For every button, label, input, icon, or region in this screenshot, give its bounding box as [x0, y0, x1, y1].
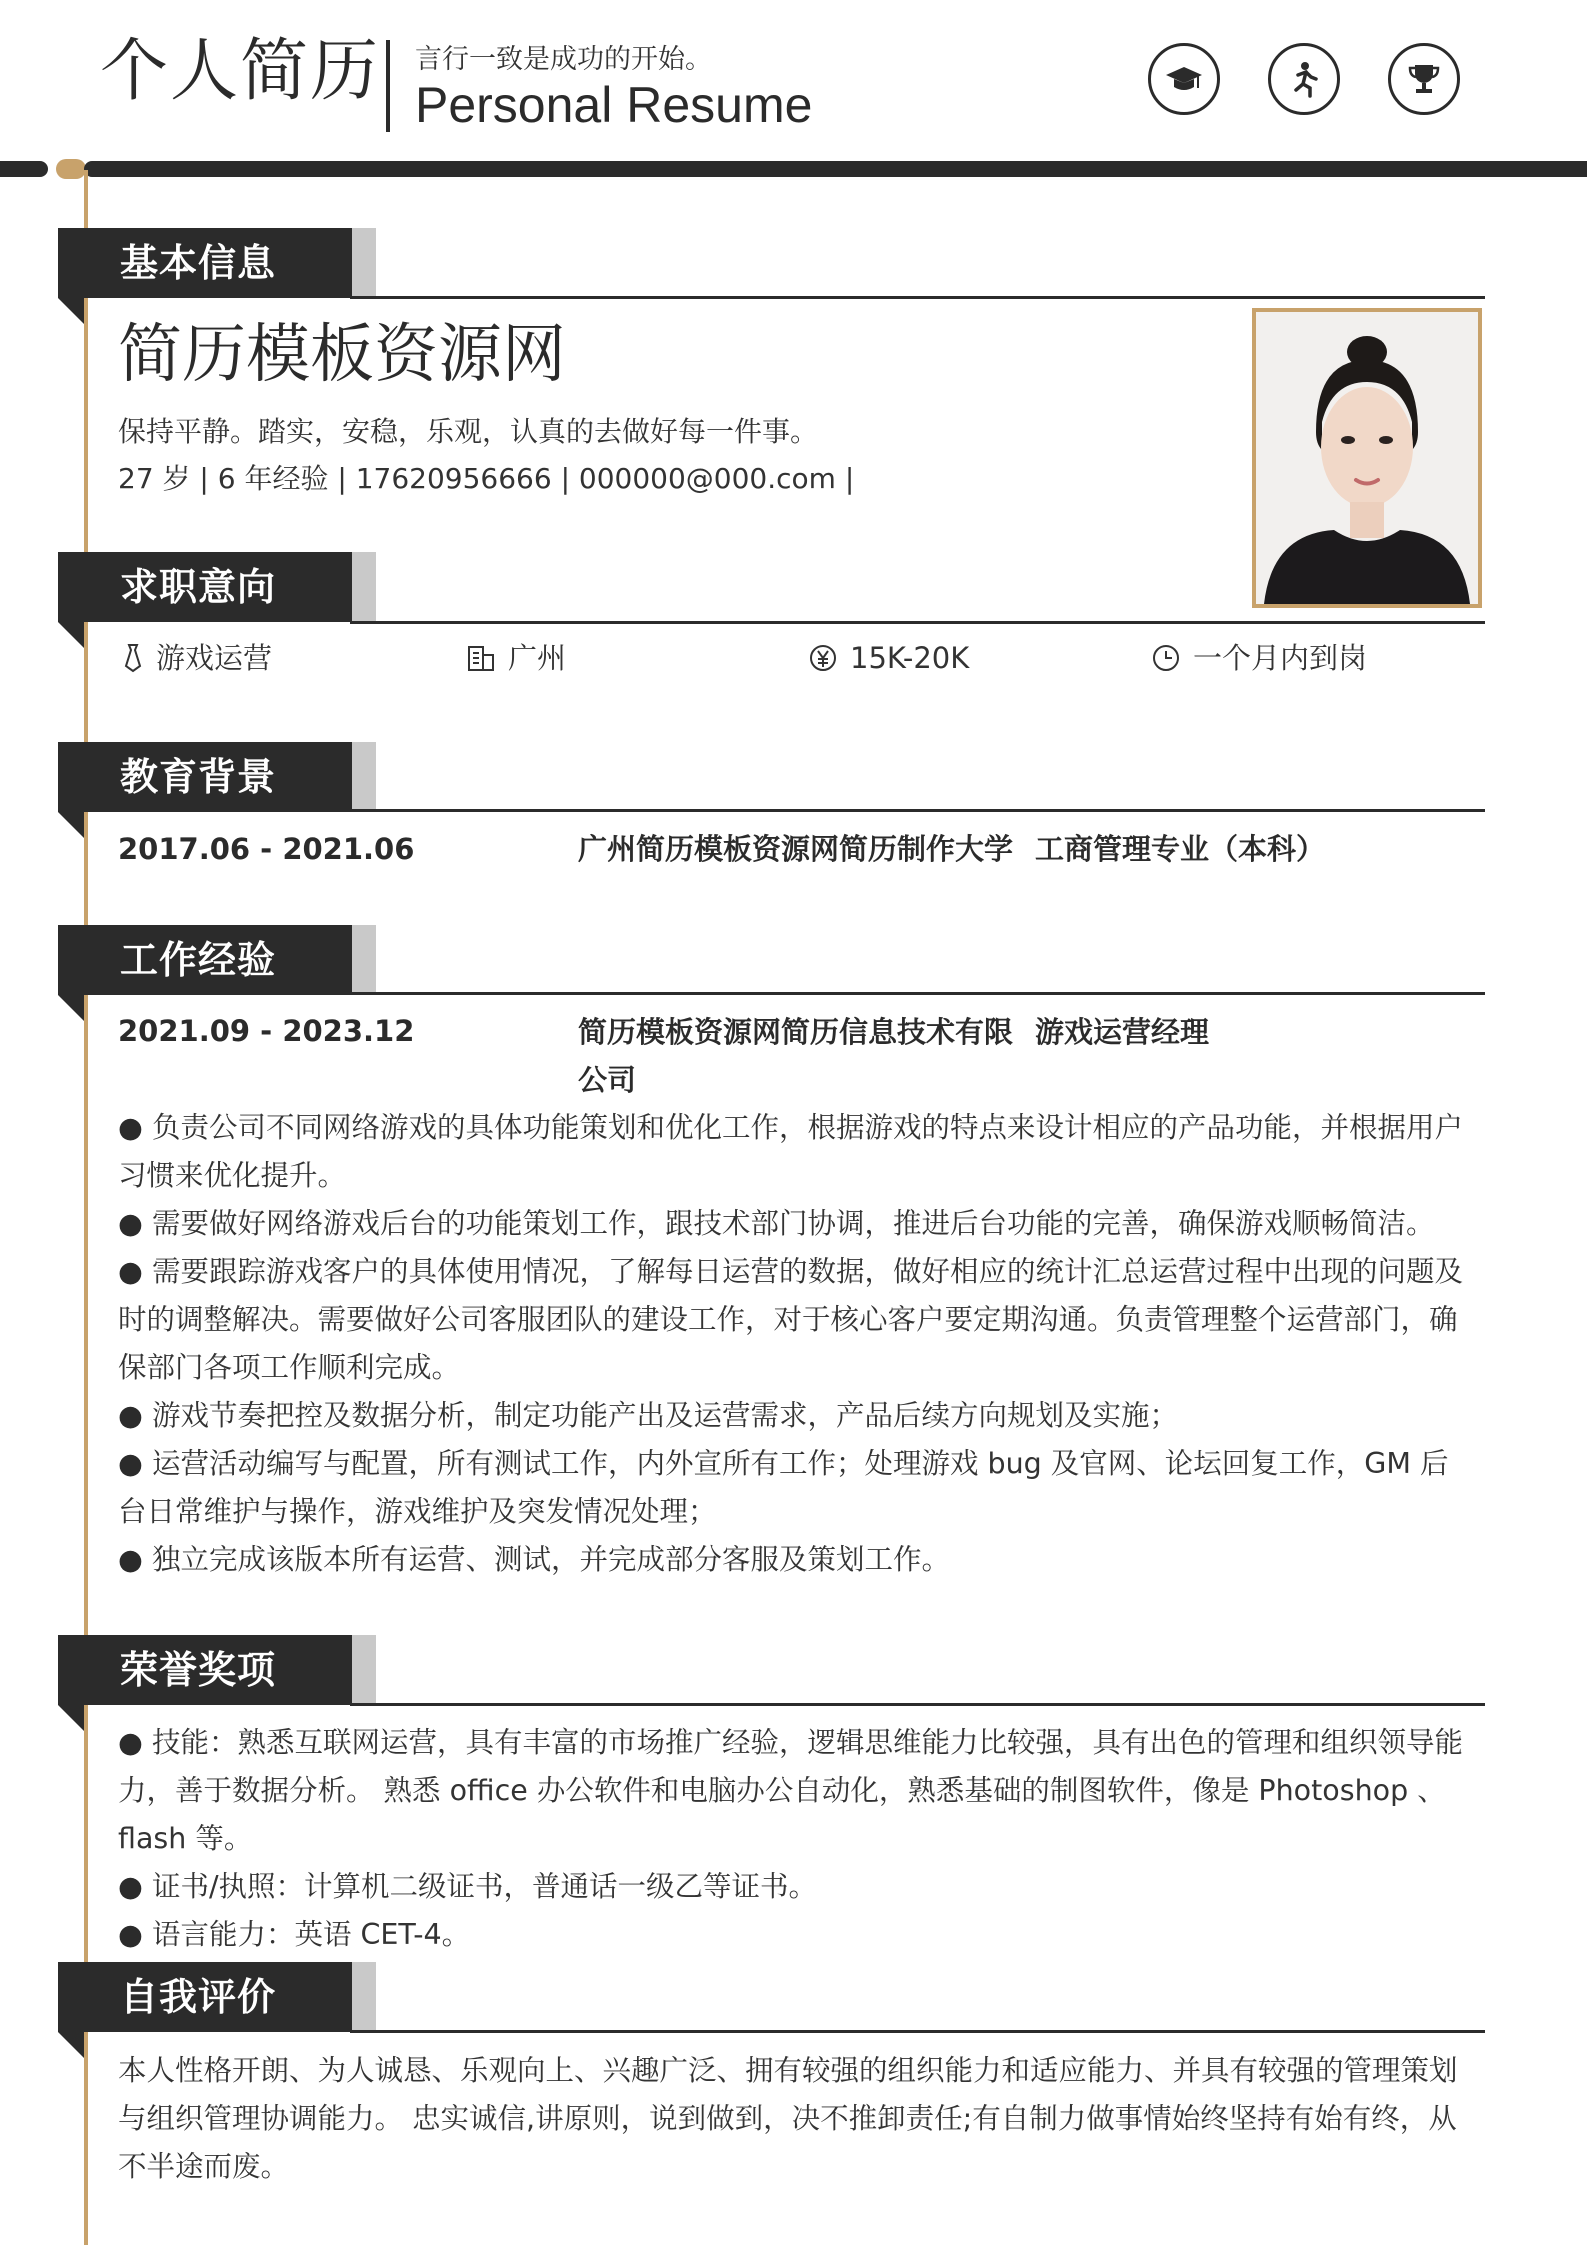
intent-city-text: 广州: [508, 640, 567, 675]
section-title-work: 工作经验: [58, 925, 352, 995]
intent-availability: [1151, 640, 1368, 675]
list-item: ● 负责公司不同网络游戏的具体功能策划和优化工作，根据游戏的特点来设计相应的产品功能，并根据用户习惯来优化提升。: [118, 1104, 1468, 1200]
section-rule: [350, 621, 1485, 624]
top-bar-right: [84, 161, 1587, 177]
work-role: 游戏运营经理: [1035, 1015, 1210, 1049]
education-period: 2017.06 - 2021.06: [118, 832, 415, 866]
intent-salary-text: 15K-20K: [850, 640, 970, 675]
building-icon: [466, 643, 496, 673]
self-evaluation-text: 本人性格开朗、为人诚恳、乐观向上、兴趣广泛、拥有较强的组织能力和适应能力、并具有较强的管理策划与组织管理协调能力。 忠实诚信,讲原则，说到做到，决不推卸责任;有自制力做事情始终坚持有始有终，从不半途而废。: [118, 2054, 1458, 2183]
work-company: 简历模板资源网简历信息技术有限公司: [578, 1015, 1014, 1097]
section-title-education: 教育背景: [58, 742, 352, 812]
profile-photo: [1252, 308, 1482, 608]
timeline-line: [84, 170, 88, 2245]
section-rule: [350, 809, 1485, 812]
list-item: ● 语言能力：英语 CET-4。: [118, 1911, 1468, 1959]
section-fold: [58, 622, 84, 648]
intent-salary: [808, 640, 970, 675]
intent-position: [122, 640, 273, 675]
runner-icon: [1268, 43, 1340, 115]
list-item: ● 技能：熟悉互联网运营，具有丰富的市场推广经验，逻辑思维能力比较强，具有出色的管理和组织领导能力，善于数据分析。 熟悉 office 办公软件和电脑办公自动化，熟悉基础的制图软件，像是 Photoshop 、flash 等。: [118, 1719, 1468, 1863]
top-bar-accent: [56, 159, 86, 179]
section-fold: [58, 1705, 84, 1731]
section-rule: [350, 2030, 1485, 2033]
section-title-intent: 求职意向: [58, 552, 352, 622]
top-bar-left: [0, 161, 48, 177]
resume-title: 个人简历: [100, 32, 381, 111]
list-item: ● 独立完成该版本所有运营、测试，并完成部分客服及策划工作。: [118, 1536, 1468, 1584]
intent-availability-text: 一个月内到岗: [1193, 640, 1368, 675]
list-item: ● 需要跟踪游戏客户的具体使用情况，了解每日运营的数据，做好相应的统计汇总运营过程中出现的问题及时的调整解决。需要做好公司客服团队的建设工作，对于核心客户要定期沟通。负责管理整个运营部门，确保部门各项工作顺利完成。: [118, 1248, 1468, 1392]
trophy-icon: [1388, 43, 1460, 115]
section-rule: [350, 992, 1485, 995]
candidate-name: 简历模板资源网: [118, 318, 566, 392]
section-title-honors: 荣誉奖项: [58, 1635, 352, 1705]
header-subtitle-en: Personal Resume: [415, 77, 813, 133]
education-school: 广州简历模板资源网简历制作大学: [578, 832, 1014, 866]
section-title-self: 自我评价: [58, 1962, 352, 2032]
list-item: ● 需要做好网络游戏后台的功能策划工作，跟技术部门协调，推进后台功能的完善，确保游戏顺畅简洁。: [118, 1200, 1468, 1248]
clock-icon: [1151, 643, 1181, 673]
intent-position-text: 游戏运营: [156, 640, 273, 675]
section-title-basic: 基本信息: [58, 228, 352, 298]
intent-city: [466, 640, 567, 675]
tie-icon: [122, 643, 144, 673]
list-item: ● 证书/执照：计算机二级证书，普通话一级乙等证书。: [118, 1863, 1468, 1911]
section-rule: [350, 1703, 1485, 1706]
work-period: 2021.09 - 2023.12: [118, 1014, 415, 1048]
candidate-motto: 保持平静。踏实，安稳，乐观，认真的去做好每一件事。: [118, 415, 819, 448]
section-rule: [350, 296, 1485, 299]
list-item: ● 运营活动编写与配置，所有测试工作，内外宣所有工作；处理游戏 bug 及官网、论坛回复工作，GM 后台日常维护与操作，游戏维护及突发情况处理；: [118, 1440, 1468, 1536]
yen-icon: [808, 643, 838, 673]
section-fold: [58, 2032, 84, 2058]
section-fold: [58, 812, 84, 838]
graduation-cap-icon: [1148, 43, 1220, 115]
header-divider: [386, 40, 390, 132]
section-fold: [58, 298, 84, 324]
education-major: 工商管理专业（本科）: [1035, 832, 1326, 866]
honors-list: [118, 1719, 1468, 1959]
work-duties-list: [118, 1104, 1468, 1584]
section-fold: [58, 995, 84, 1021]
header-slogan: 言行一致是成功的开始。: [415, 44, 712, 75]
candidate-contact: 27 岁 | 6 年经验 | 17620956666 | 000000@000.com |: [118, 462, 855, 495]
list-item: ● 游戏节奏把控及数据分析，制定功能产出及运营需求，产品后续方向规划及实施；: [118, 1392, 1468, 1440]
